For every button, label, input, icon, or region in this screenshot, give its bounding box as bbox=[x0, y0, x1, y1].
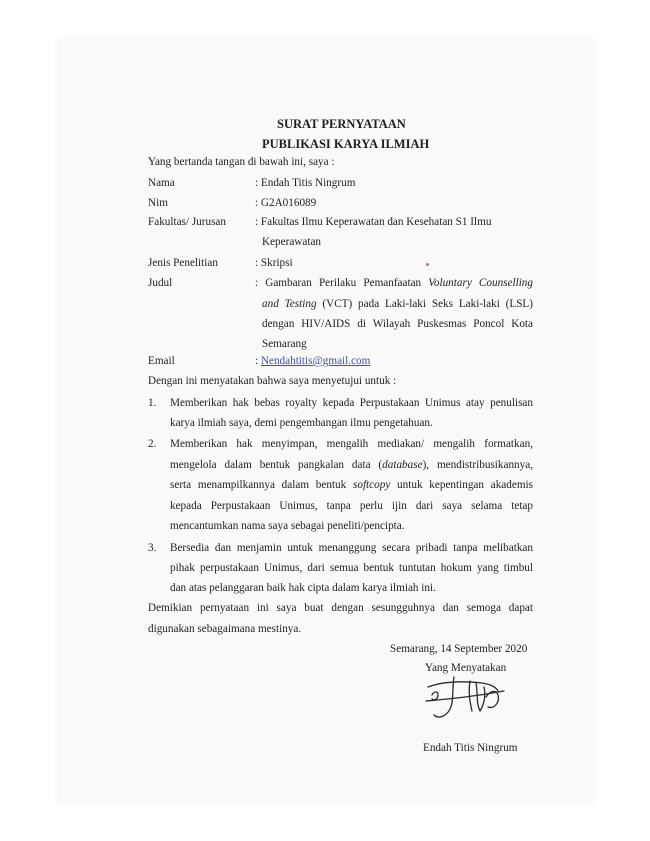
document-title-line1: SURAT PERNYATAAN bbox=[277, 117, 406, 131]
thesis-title-label: Judul bbox=[148, 277, 173, 289]
place-date: Semarang, 14 September 2020 bbox=[390, 643, 528, 655]
faculty-label: Fakultas/ Jurusan bbox=[148, 216, 226, 228]
thesis-title-line2-b: (VCT) pada Laki-laki Seks Laki-laki (LSL) bbox=[316, 298, 533, 310]
item-2-line4 bbox=[170, 499, 533, 513]
item-2-line3-a: serta menampilkannya dalam bentuk bbox=[170, 479, 353, 491]
item-1-line1-text: Memberikan hak bebas royalty kepada Perpustakaan Unimus atay penulisan bbox=[170, 397, 533, 409]
declarant-label: Yang Menyatakan bbox=[425, 662, 507, 674]
statement-intro: Dengan ini menyatakan bahwa saya menyetujui untuk : bbox=[148, 375, 397, 387]
item-2-line5: mencantumkan nama saya sebagai peneliti/pencipta. bbox=[170, 520, 405, 532]
item-1-line1 bbox=[170, 396, 533, 410]
signature-drawing bbox=[424, 667, 514, 727]
item-3-line1 bbox=[170, 541, 533, 555]
item-2-line2-b: database bbox=[382, 459, 423, 471]
thesis-title-line3 bbox=[262, 317, 533, 331]
item-3-line3: dan atas pelanggaran baik hak cipta dalam karya ilmiah ini. bbox=[170, 582, 436, 594]
closing-line2: digunakan sebagaimana mestinya. bbox=[148, 623, 302, 635]
thesis-title-line2-a: and Testing bbox=[262, 298, 317, 310]
item-3-line2-text: pihak perpustakaan Unimus, dari semua bentuk tuntutan hokum yang timbul bbox=[170, 562, 533, 574]
thesis-title-line1 bbox=[255, 276, 533, 290]
item-2-line1 bbox=[170, 437, 533, 451]
name-label: Nama bbox=[148, 177, 175, 189]
thesis-title-line1-a: : Gambaran Perilaku Pemanfaatan bbox=[255, 277, 429, 289]
email-row bbox=[255, 354, 370, 368]
thesis-title-line4: Semarang bbox=[262, 338, 307, 350]
research-type-label: Jenis Penelitian bbox=[148, 257, 218, 269]
item-3-line1-text: Bersedia dan menjamin untuk menanggung secara pribadi tanpa melibatkan bbox=[170, 542, 533, 554]
item-2-line3 bbox=[170, 478, 533, 492]
email-label: Email bbox=[148, 355, 175, 367]
nim-label: Nim bbox=[148, 197, 168, 209]
email-link[interactable]: Nendahtitis@gmail.com bbox=[260, 355, 371, 367]
item-1-number: 1. bbox=[148, 397, 157, 409]
name-value: : Endah Titis Ningrum bbox=[255, 177, 356, 189]
item-2-line4-text: kepada Perpustakaan Unimus, tanpa perlu ijin dari saya selama tetap bbox=[170, 500, 533, 512]
item-1-line2: karya ilmiah saya, demi pengembangan ilmu pengetahuan. bbox=[170, 417, 433, 429]
signature-name: Endah Titis Ningrum bbox=[423, 742, 518, 754]
item-2-line3-c: untuk kepentingan akademis bbox=[390, 479, 533, 491]
thesis-title-line3-text: dengan HIV/AIDS di Wilayah Puskesmas Poncol Kota bbox=[262, 318, 533, 330]
thesis-title-line2 bbox=[262, 297, 533, 311]
item-2-line2-c: ), mendistribusikannya, bbox=[422, 459, 533, 471]
nim-value: : G2A016089 bbox=[255, 197, 317, 209]
item-2-number: 2. bbox=[148, 438, 157, 450]
faculty-value-line2: Keperawatan bbox=[262, 236, 322, 248]
item-2-line3-b: softcopy bbox=[353, 479, 391, 491]
item-2-line1-text: Memberikan hak menyimpan, mengalih mediakan/ mengalih formatkan, bbox=[170, 438, 533, 450]
handwritten-signature bbox=[424, 667, 514, 727]
item-3-number: 3. bbox=[148, 542, 157, 554]
faculty-value-line1: : Fakultas Ilmu Keperawatan dan Kesehatan S1 Ilmu bbox=[255, 216, 492, 228]
research-type-value: : Skripsi bbox=[255, 257, 293, 269]
item-2-line2 bbox=[170, 458, 533, 472]
closing-line1-text: Demikian pernyataan ini saya buat dengan sesungguhnya dan semoga dapat bbox=[148, 602, 533, 614]
email-colon: : bbox=[255, 355, 261, 367]
ink-mark bbox=[426, 263, 429, 266]
item-2-line2-a: mengelola dalam bentuk pangkalan data ( bbox=[170, 459, 383, 471]
document-title-line2: PUBLIKASI KARYA ILMIAH bbox=[262, 137, 430, 151]
item-3-line2 bbox=[170, 561, 533, 575]
closing-line1 bbox=[148, 601, 533, 615]
thesis-title-line1-b: Voluntary Counselling bbox=[428, 277, 533, 289]
intro-text: Yang bertanda tangan di bawah ini, saya : bbox=[148, 156, 335, 168]
